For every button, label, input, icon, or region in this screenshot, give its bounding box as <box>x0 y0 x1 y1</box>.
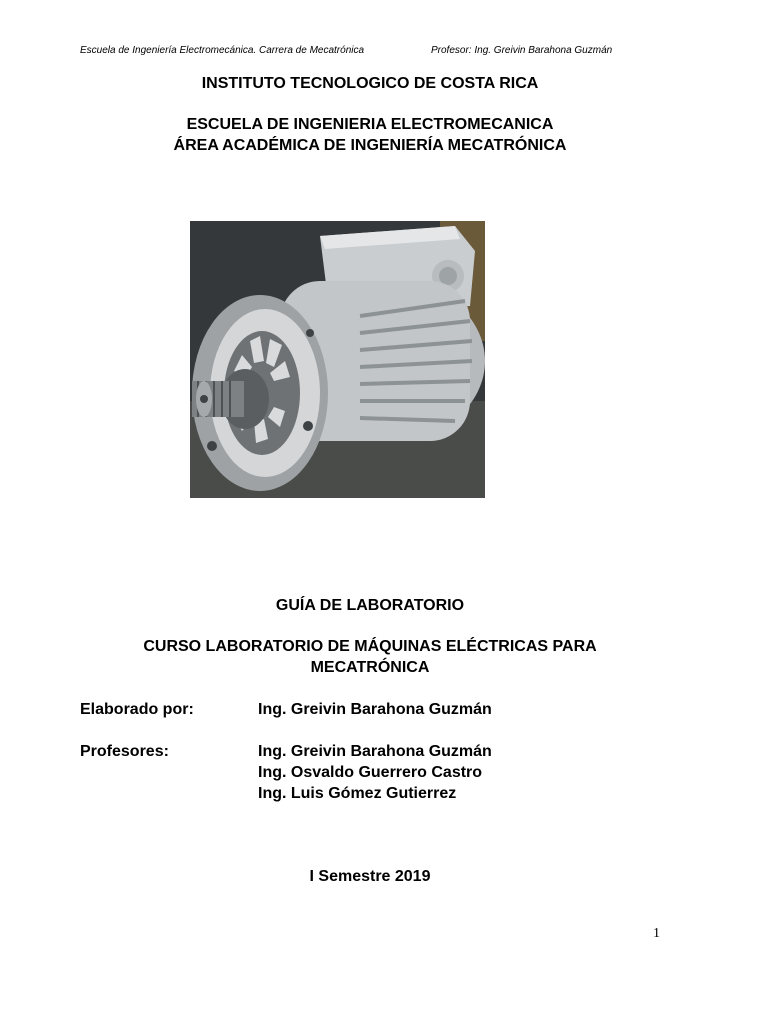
professor-name: Ing. Osvaldo Guerrero Castro <box>258 764 483 781</box>
school-title: ESCUELA DE INGENIERIA ELECTROMECANICA <box>186 116 554 133</box>
professors-label: Profesores: <box>80 743 169 760</box>
semester: I Semestre 2019 <box>309 868 431 885</box>
page-number: 1 <box>653 926 660 941</box>
course-title-line1: CURSO LABORATORIO DE MÁQUINAS ELÉCTRICAS PARA <box>143 638 597 655</box>
page-header-right: Profesor: Ing. Greivin Barahona Guzmán <box>431 45 613 56</box>
author-label: Elaborado por: <box>80 701 194 718</box>
professor-name: Ing. Greivin Barahona Guzmán <box>258 743 492 760</box>
author-name: Ing. Greivin Barahona Guzmán <box>258 701 492 718</box>
area-title: ÁREA ACADÉMICA DE INGENIERÍA MECATRÓNICA <box>173 137 567 154</box>
professor-name: Ing. Luis Gómez Gutierrez <box>258 785 457 802</box>
institute-title: INSTITUTO TECNOLOGICO DE COSTA RICA <box>201 75 539 92</box>
guide-title: GUÍA DE LABORATORIO <box>275 597 465 614</box>
motor-photo <box>190 221 485 498</box>
course-title-line2: MECATRÓNICA <box>310 659 430 676</box>
page-header-left: Escuela de Ingeniería Electromecánica. Carrera de Mecatrónica <box>80 45 365 56</box>
